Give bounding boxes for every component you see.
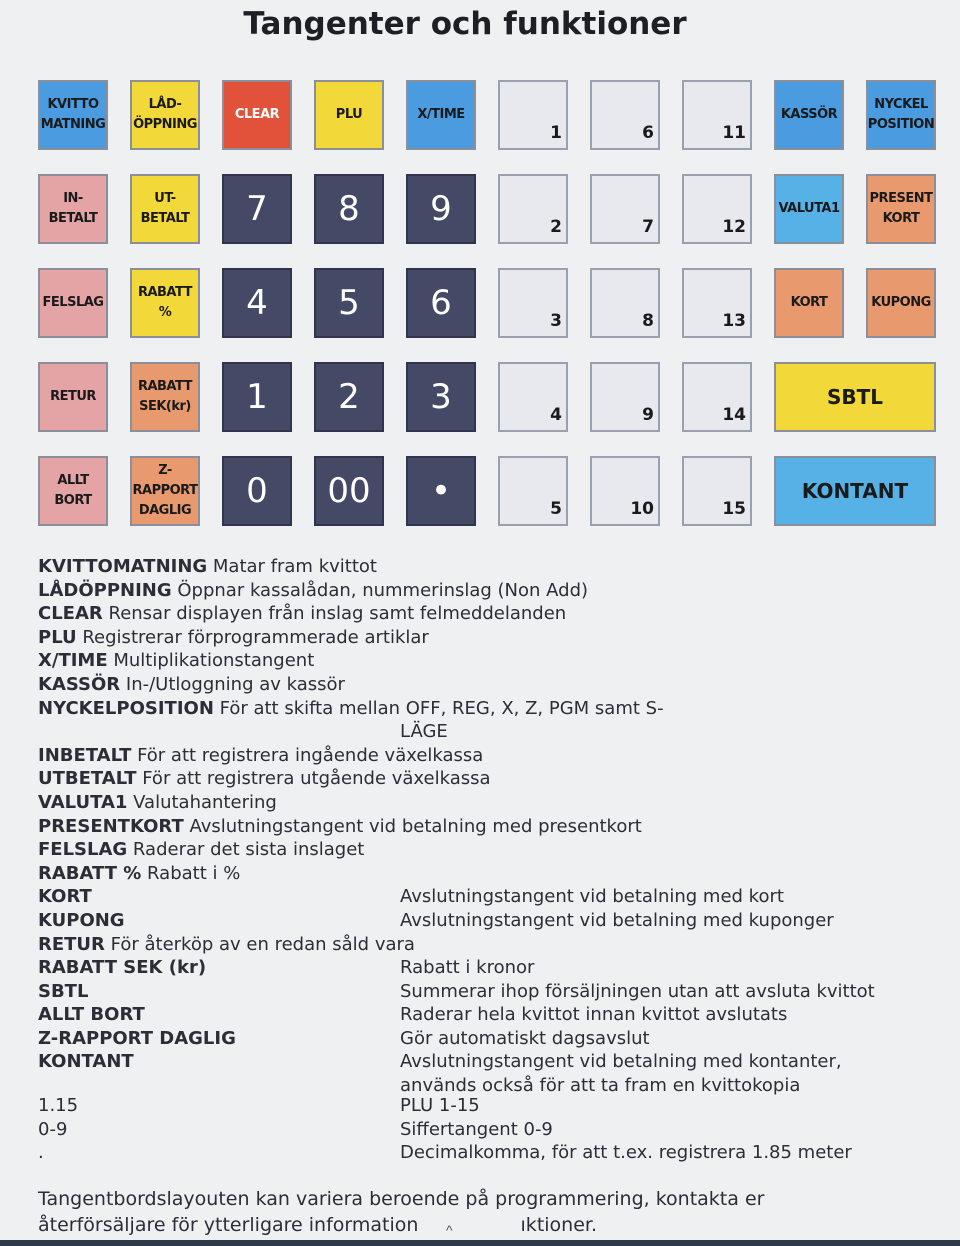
key-term: PRESENTKORT	[38, 815, 184, 837]
plu-key: 15	[682, 456, 752, 526]
function-key: Z-RAPPORT DAGLIG	[130, 456, 200, 526]
key-term: 0-9	[38, 1118, 68, 1140]
description-text: För att registrera ingående växelkassa	[131, 744, 484, 766]
key-term: .	[38, 1142, 44, 1164]
plu-key: 6	[590, 80, 660, 150]
function-key: UT- BETALT	[130, 174, 200, 244]
key-term: CLEAR	[38, 603, 103, 625]
description-row	[38, 1142, 918, 1166]
description-text: Rensar displayen från inslag samt felmeddelanden	[102, 603, 567, 625]
description-row	[38, 627, 918, 651]
description-text: Avslutningstangent vid betalning med kontanter,	[400, 1051, 842, 1073]
footer-line-2-tail: ıktioner.	[520, 1214, 598, 1236]
key-term: INBETALT	[38, 744, 132, 766]
description-row	[38, 1075, 918, 1095]
function-key: RABATT SEK(kr)	[130, 362, 200, 432]
bottom-bar	[0, 1240, 960, 1246]
plu-key: 3	[498, 268, 568, 338]
number-key: 4	[222, 268, 292, 338]
key-term: RETUR	[38, 933, 105, 955]
description-text: Avslutningstangent vid betalning med kort	[400, 886, 784, 908]
key-term: FELSLAG	[38, 839, 128, 861]
number-key: 9	[406, 174, 476, 244]
description-text: För att registrera utgående växelkassa	[136, 768, 491, 790]
key-term: KORT	[38, 886, 92, 908]
key-term: Z-RAPPORT DAGLIG	[38, 1027, 236, 1049]
key-term: RABATT SEK (kr)	[38, 957, 207, 979]
key-term: RABATT %	[38, 862, 142, 884]
key-term: X/TIME	[38, 650, 108, 672]
plu-key: 8	[590, 268, 660, 338]
key-term: LÅDÖPPNING	[38, 579, 172, 601]
description-text: Öppnar kassalådan, nummerinslag (Non Add)	[171, 579, 589, 601]
description-row	[38, 768, 918, 792]
description-text: Rabatt i kronor	[400, 957, 535, 979]
description-text: In-/Utloggning av kassör	[120, 673, 345, 695]
description-row	[38, 650, 918, 674]
description-text: Avslutningstangent vid betalning med kuponger	[400, 909, 834, 931]
function-key: PRESENT KORT	[866, 174, 936, 244]
number-key: 0	[222, 456, 292, 526]
function-key: IN- BETALT	[38, 174, 108, 244]
key-term: NYCKELPOSITION	[38, 697, 214, 719]
function-key: PLU	[314, 80, 384, 150]
key-term: SBTL	[38, 980, 89, 1002]
description-text: PLU 1-15	[400, 1095, 480, 1117]
description-text: Rabatt i %	[141, 862, 241, 884]
description-row	[38, 792, 918, 816]
function-key: CLEAR	[222, 80, 292, 150]
plu-key: 10	[590, 456, 660, 526]
plu-key: 13	[682, 268, 752, 338]
key-term: KONTANT	[38, 1051, 134, 1073]
function-key: FELSLAG	[38, 268, 108, 338]
function-key: KORT	[774, 268, 844, 338]
description-text: Siffertangent 0-9	[400, 1118, 553, 1140]
description-row	[38, 1028, 918, 1052]
function-key: X/TIME	[406, 80, 476, 150]
function-key: VALUTA1	[774, 174, 844, 244]
description-text: För att skifta mellan OFF, REG, X, Z, PGM samt S-	[213, 697, 664, 719]
description-text: Raderar hela kvittot innan kvittot avslutats	[400, 1004, 788, 1026]
key-term: KVITTOMATNING	[38, 556, 208, 577]
description-row	[38, 1004, 918, 1028]
key-term: PLU	[38, 626, 77, 648]
function-key: KVITTO MATNING	[38, 80, 108, 150]
description-row	[38, 981, 918, 1005]
footer-line-1: Tangentbordslayouten kan variera beroende på programmering, kontakta er	[38, 1188, 765, 1210]
description-text: används också för att ta fram en kvittokopia	[400, 1075, 801, 1097]
caret-up-icon: ^	[446, 1222, 453, 1238]
description-row	[38, 603, 918, 627]
description-row	[38, 816, 918, 840]
description-text: Matar fram kvittot	[207, 556, 377, 577]
key-term: 1.15	[38, 1095, 79, 1117]
plu-key: 2	[498, 174, 568, 244]
description-text: Registrerar förprogrammerade artiklar	[76, 626, 429, 648]
function-key: RABATT %	[130, 268, 200, 338]
key-term: KASSÖR	[38, 673, 121, 695]
number-key: 7	[222, 174, 292, 244]
key-term: KUPONG	[38, 909, 125, 931]
description-row	[38, 934, 918, 958]
number-key: 3	[406, 362, 476, 432]
description-text: Multiplikationstangent	[107, 650, 315, 672]
description-text: LÄGE	[400, 721, 448, 743]
number-key: 5	[314, 268, 384, 338]
key-term: ALLT BORT	[38, 1004, 145, 1026]
plu-key: 9	[590, 362, 660, 432]
description-row	[38, 863, 918, 887]
description-row	[38, 721, 918, 745]
keyboard-layout	[38, 80, 936, 526]
function-key: RETUR	[38, 362, 108, 432]
plu-key: 5	[498, 456, 568, 526]
description-text: Raderar det sista inslaget	[127, 839, 365, 861]
number-key: 1	[222, 362, 292, 432]
footer-note	[38, 1186, 918, 1238]
number-key: 2	[314, 362, 384, 432]
function-key: KUPONG	[866, 268, 936, 338]
description-row	[38, 957, 918, 981]
number-key: 8	[314, 174, 384, 244]
page-title: Tangenter och funktioner	[243, 6, 687, 42]
description-row	[38, 886, 918, 910]
plu-key: 14	[682, 362, 752, 432]
plu-key: 1	[498, 80, 568, 150]
number-key: 6	[406, 268, 476, 338]
function-key: ALLT BORT	[38, 456, 108, 526]
description-row	[38, 745, 918, 769]
description-text: Summerar ihop försäljningen utan att avsluta kvittot	[400, 980, 875, 1002]
function-key: SBTL	[774, 362, 936, 432]
key-term: VALUTA1	[38, 791, 128, 813]
description-row	[38, 698, 918, 722]
plu-key: 12	[682, 174, 752, 244]
description-row	[38, 910, 918, 934]
key-term: UTBETALT	[38, 768, 137, 790]
footer-line-2-text: återförsäljare för ytterligare information	[38, 1214, 419, 1236]
function-key: KASSÖR	[774, 80, 844, 150]
description-text: För återköp av en redan såld vara	[104, 933, 415, 955]
footer-line-2	[38, 1212, 918, 1238]
description-row	[38, 1095, 918, 1119]
plu-key: 4	[498, 362, 568, 432]
plu-key: 7	[590, 174, 660, 244]
function-key: NYCKEL POSITION	[866, 80, 936, 150]
function-key: KONTANT	[774, 456, 936, 526]
description-text: Valutahantering	[127, 791, 277, 813]
function-key: LÅD- ÖPPNING	[130, 80, 200, 150]
description-row	[38, 1051, 918, 1075]
description-text: Decimalkomma, för att t.ex. registrera 1.85 meter	[400, 1142, 852, 1164]
description-row	[38, 556, 918, 580]
description-row	[38, 839, 918, 863]
description-text: Avslutningstangent vid betalning med presentkort	[183, 815, 642, 837]
description-row	[38, 1119, 918, 1143]
description-row	[38, 580, 918, 604]
plu-key: 11	[682, 80, 752, 150]
key-descriptions	[38, 556, 918, 1166]
description-row	[38, 674, 918, 698]
description-text: Gör automatiskt dagsavslut	[400, 1027, 650, 1049]
number-key: 00	[314, 456, 384, 526]
number-key: •	[406, 456, 476, 526]
